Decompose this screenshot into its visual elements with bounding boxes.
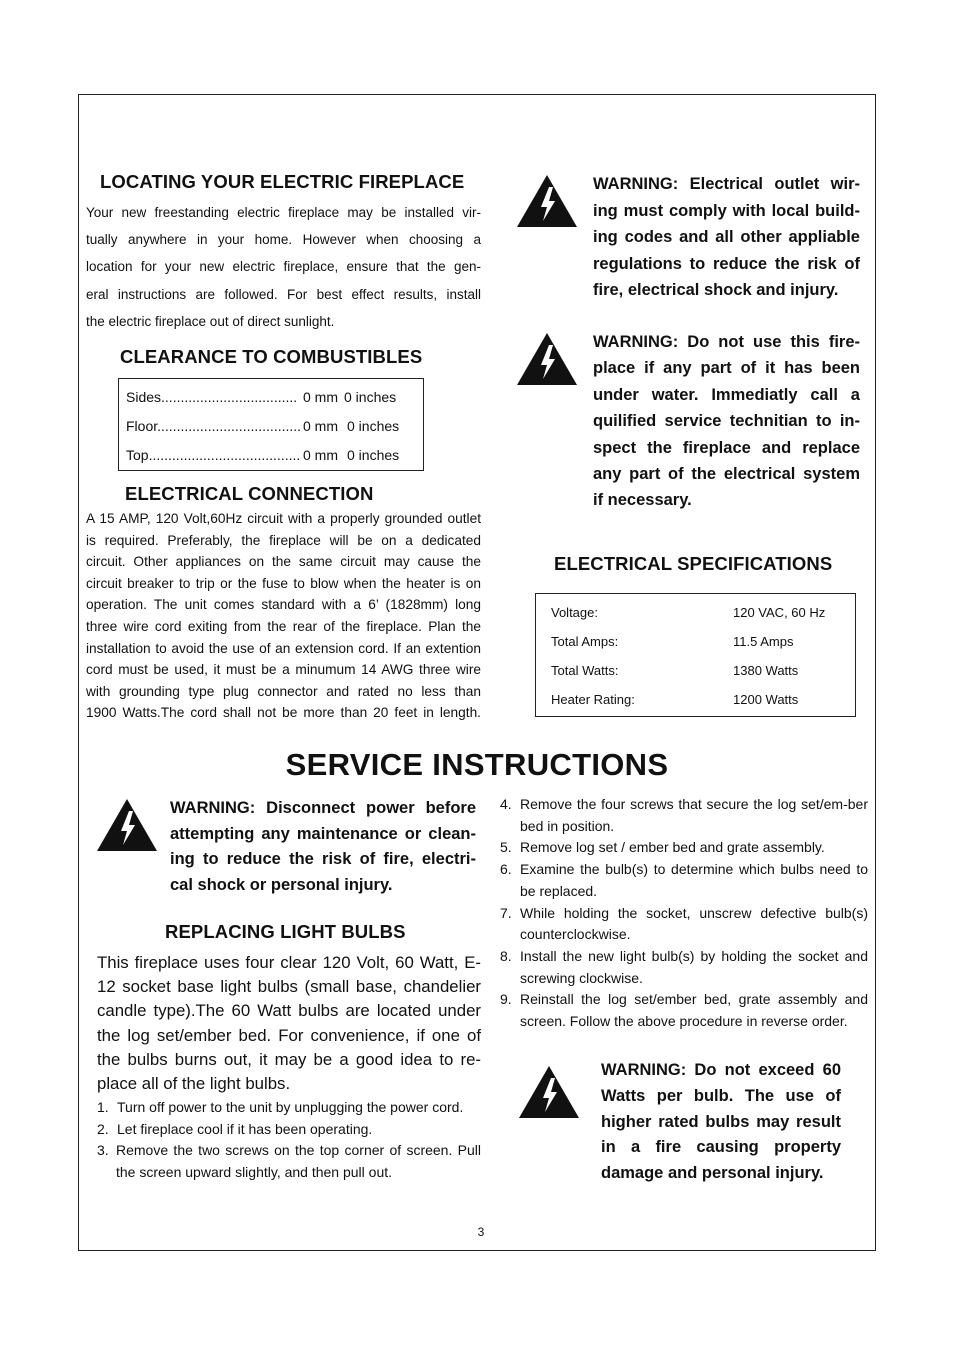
bulb-steps-left bbox=[97, 1097, 481, 1183]
step-number: 1. bbox=[97, 1099, 109, 1115]
spec-label: Total Watts: bbox=[551, 663, 619, 678]
locating-line: tually anywhere in your home. However when choosing a bbox=[86, 232, 481, 248]
clearance-row-label: Top....................................... bbox=[126, 447, 301, 463]
step-number: 8. bbox=[500, 947, 512, 964]
step-text: Remove log set / ember bed and grate assembly. bbox=[520, 839, 825, 856]
text-line: circuit. Other appliances on the same circuit may cause the bbox=[86, 554, 481, 570]
warning-icon bbox=[518, 1065, 580, 1119]
step-text: Turn off power to the unit by unplugging the power cord. bbox=[117, 1099, 464, 1115]
text-line: in a fire causing property bbox=[601, 1138, 841, 1157]
locating-line: the electric fireplace out of direct sunlight. bbox=[86, 313, 335, 329]
text-line: quilified service technitian to in- bbox=[593, 412, 860, 431]
list-item bbox=[500, 903, 868, 946]
clearance-box bbox=[118, 378, 424, 471]
list-item bbox=[500, 837, 868, 859]
step-number: 7. bbox=[500, 904, 512, 921]
warning-icon bbox=[96, 798, 158, 852]
bulbs-intro bbox=[97, 951, 481, 1096]
text-line: ing to reduce the risk of fire, electri- bbox=[170, 850, 476, 868]
text-line: attempting any maintenance or clean- bbox=[170, 824, 476, 843]
text-line: circuit breaker to trip or the fuse to blow when the heater is on bbox=[86, 575, 481, 591]
clearance-row-in: 0 inches bbox=[347, 418, 400, 434]
warning-disconnect-text bbox=[170, 796, 476, 898]
text-line: candle type).The 60 Watt bulbs are located under bbox=[97, 1001, 481, 1021]
text-line: any part of the electrical system bbox=[593, 465, 860, 484]
warning-outlet-text bbox=[593, 171, 860, 304]
warning-water-text bbox=[593, 329, 860, 514]
step-text: Remove the two screws on the top corner of screen. Pull the screen upward slightly, and then pull out. bbox=[116, 1142, 481, 1180]
clearance-title: CLEARANCE TO COMBUSTIBLES bbox=[120, 346, 423, 367]
step-number: 2. bbox=[97, 1120, 109, 1137]
text-line: the bulbs burns out, it may be a good idea to re- bbox=[97, 1049, 481, 1069]
electrical-connection-text bbox=[86, 508, 481, 724]
step-text: Remove the four screws that secure the log set/em-ber bed in position. bbox=[520, 796, 868, 834]
locating-line: location for your new electric fireplace, ensure that the gen- bbox=[86, 259, 481, 275]
warning-icon bbox=[516, 332, 578, 386]
text-line: 12 socket base light bulbs (small base, chandelier bbox=[97, 977, 481, 997]
bulbs-title: REPLACING LIGHT BULBS bbox=[165, 921, 406, 942]
locating-line: eral instructions are followed. For best effect results, install bbox=[86, 286, 481, 302]
step-text: Reinstall the log set/ember bed, grate assembly and screen. Follow the above procedure in reverse order. bbox=[520, 991, 868, 1030]
text-line: if necessary. bbox=[593, 491, 692, 510]
clearance-row-in: 0 inches bbox=[344, 389, 397, 405]
clearance-row-mm: 0 mm bbox=[303, 418, 338, 434]
spec-label: Voltage: bbox=[551, 605, 598, 620]
text-line: damage and personal injury. bbox=[601, 1164, 824, 1183]
specs-title: ELECTRICAL SPECIFICATIONS bbox=[554, 553, 833, 574]
text-line: place if any part of it has been bbox=[593, 359, 860, 378]
spec-value: 11.5 Amps bbox=[733, 634, 794, 649]
step-number: 5. bbox=[500, 839, 512, 856]
text-line: cal shock or personal injury. bbox=[170, 875, 393, 894]
text-line: ing codes and all other appliable bbox=[593, 228, 860, 246]
specs-box bbox=[535, 593, 856, 717]
text-line: under water. Immediatly call a bbox=[593, 385, 860, 404]
text-line: three wire cord exiting from the rear of the fireplace. Plan the bbox=[86, 618, 481, 634]
list-item bbox=[97, 1140, 481, 1183]
bulb-steps-right bbox=[500, 794, 868, 1033]
text-line: is required. Preferably, the fireplace will be on a dedicated bbox=[86, 532, 481, 548]
page-number: 3 bbox=[477, 1225, 485, 1239]
clearance-row-label: Floor..................................... bbox=[126, 418, 302, 434]
electrical-connection-title: ELECTRICAL CONNECTION bbox=[125, 483, 374, 504]
spec-value: 120 VAC, 60 Hz bbox=[733, 605, 826, 620]
text-line: 1900 Watts.The cord shall not be more than 20 feet in length. bbox=[86, 705, 481, 721]
warning-icon bbox=[516, 174, 578, 228]
text-line: A 15 AMP, 120 Volt,60Hz circuit with a properly grounded outlet bbox=[86, 511, 481, 526]
list-item bbox=[500, 946, 868, 989]
text-line: the log set/ember bed. For convenience, if one of bbox=[97, 1025, 481, 1045]
step-number: 9. bbox=[500, 991, 512, 1008]
text-line: WARNING: Do not use this fire- bbox=[593, 333, 860, 351]
text-line: This fireplace uses four clear 120 Volt, 60 Watt, E- bbox=[97, 953, 481, 972]
list-item bbox=[97, 1119, 481, 1141]
list-item bbox=[500, 989, 868, 1032]
list-item bbox=[97, 1097, 481, 1119]
clearance-row-mm: 0 mm bbox=[303, 447, 338, 463]
clearance-row-in: 0 inches bbox=[347, 447, 400, 463]
list-item bbox=[500, 859, 868, 902]
text-line: WARNING: Electrical outlet wir- bbox=[593, 175, 860, 193]
text-line: fire, electrical shock and injury. bbox=[593, 281, 839, 299]
text-line: spect the fireplace and replace bbox=[593, 438, 860, 457]
text-line: Watts per bulb. The use of bbox=[601, 1086, 841, 1105]
text-line: installation to avoid the use of an extension cord. If an extention bbox=[86, 640, 481, 656]
text-line: WARNING: Disconnect power before bbox=[170, 799, 476, 817]
text-line: WARNING: Do not exceed 60 bbox=[601, 1061, 841, 1079]
step-text: Install the new light bulb(s) by holding the socket and screwing clockwise. bbox=[520, 947, 868, 986]
text-line: ing must comply with local build- bbox=[593, 201, 860, 220]
text-line: higher rated bulbs may result bbox=[601, 1112, 841, 1131]
text-line: place all of the light bulbs. bbox=[97, 1074, 291, 1094]
step-text: While holding the socket, unscrew defective bulb(s) counterclockwise. bbox=[520, 904, 868, 943]
service-title: SERVICE INSTRUCTIONS bbox=[285, 747, 669, 782]
text-line: regulations to reduce the risk of bbox=[593, 254, 860, 273]
list-item bbox=[500, 794, 868, 837]
locating-text bbox=[86, 199, 481, 335]
clearance-row-mm: 0 mm bbox=[303, 389, 338, 405]
spec-label: Heater Rating: bbox=[551, 692, 635, 707]
text-line: operation. The unit comes standard with a 6’ (1828mm) long bbox=[86, 597, 481, 613]
step-number: 3. bbox=[97, 1142, 109, 1158]
step-text: Let fireplace cool if it has been operating. bbox=[117, 1120, 373, 1137]
spec-value: 1200 Watts bbox=[733, 692, 799, 707]
step-number: 4. bbox=[500, 796, 512, 812]
clearance-row-label: Sides................................... bbox=[126, 389, 298, 405]
text-line: cord must be used, it must be a minumum 14 AWG three wire bbox=[86, 662, 481, 678]
step-text: Examine the bulb(s) to determine which bulbs need to be replaced. bbox=[520, 861, 868, 899]
text-line: with grounding type plug connector and rated no less than bbox=[86, 683, 481, 699]
warning-watts-text bbox=[601, 1058, 841, 1187]
locating-title: LOCATING YOUR ELECTRIC FIREPLACE bbox=[100, 171, 465, 192]
spec-label: Total Amps: bbox=[551, 634, 619, 649]
spec-value: 1380 Watts bbox=[733, 663, 799, 678]
step-number: 6. bbox=[500, 861, 512, 878]
locating-line: Your new freestanding electric fireplace may be installed vir- bbox=[86, 205, 481, 220]
